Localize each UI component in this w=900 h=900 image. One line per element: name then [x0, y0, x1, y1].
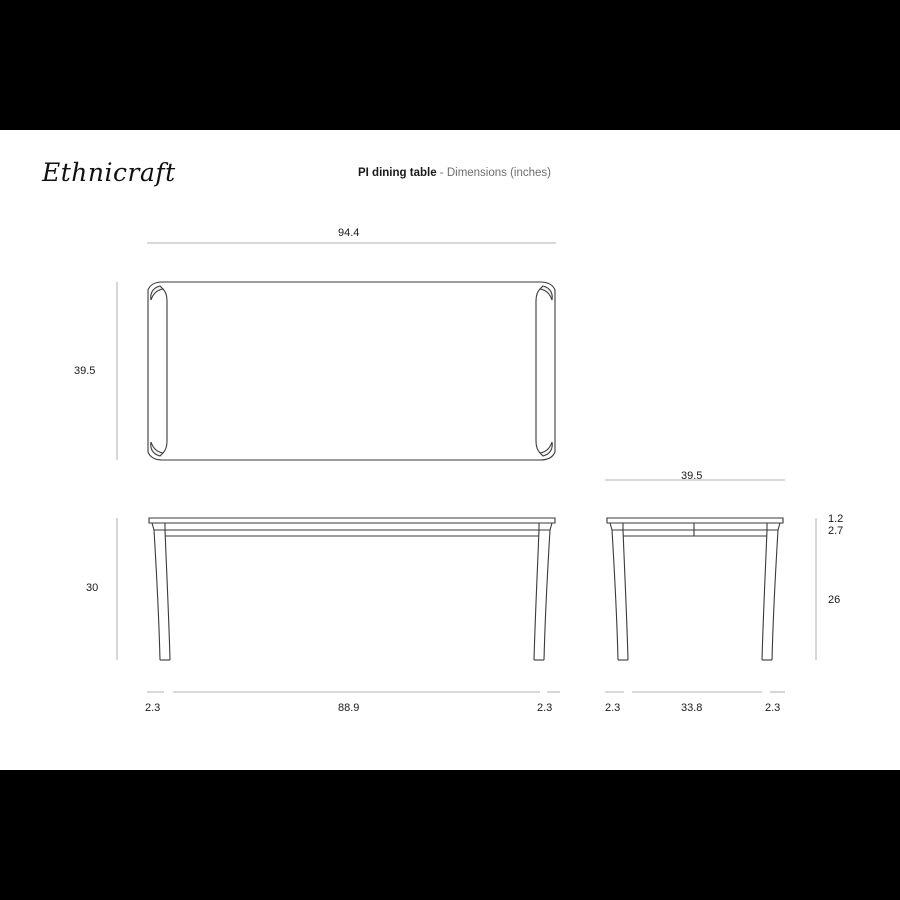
top-view-outline: [148, 282, 555, 460]
side-elevation-outline: [607, 518, 783, 660]
product-name: PI dining table: [358, 167, 437, 179]
technical-drawing: [0, 130, 900, 770]
brand-logo: Ethnicraft: [42, 158, 176, 187]
side-top-thickness-label: 1.2: [828, 513, 844, 525]
front-leg-right-label: 2.3: [537, 702, 553, 714]
side-apron-label: 2.7: [828, 525, 844, 537]
side-width-label: 39.5: [681, 470, 703, 482]
side-span-label: 33.8: [681, 702, 703, 714]
side-leg-left-label: 2.3: [605, 702, 621, 714]
top-view-depth-label: 39.5: [74, 365, 96, 377]
drawing-sheet: [0, 130, 900, 770]
title-separator: -: [436, 167, 447, 179]
dimension-lines: [117, 243, 816, 692]
side-leg-height-label: 26: [828, 594, 841, 606]
front-span-label: 88.9: [338, 702, 360, 714]
front-elevation-outline: [149, 518, 555, 660]
front-leg-left-label: 2.3: [145, 702, 161, 714]
top-view-width-label: 94.4: [338, 227, 360, 239]
side-leg-right-label: 2.3: [765, 702, 781, 714]
front-height-label: 30: [86, 582, 99, 594]
title-subtitle: Dimensions (inches): [446, 167, 552, 179]
